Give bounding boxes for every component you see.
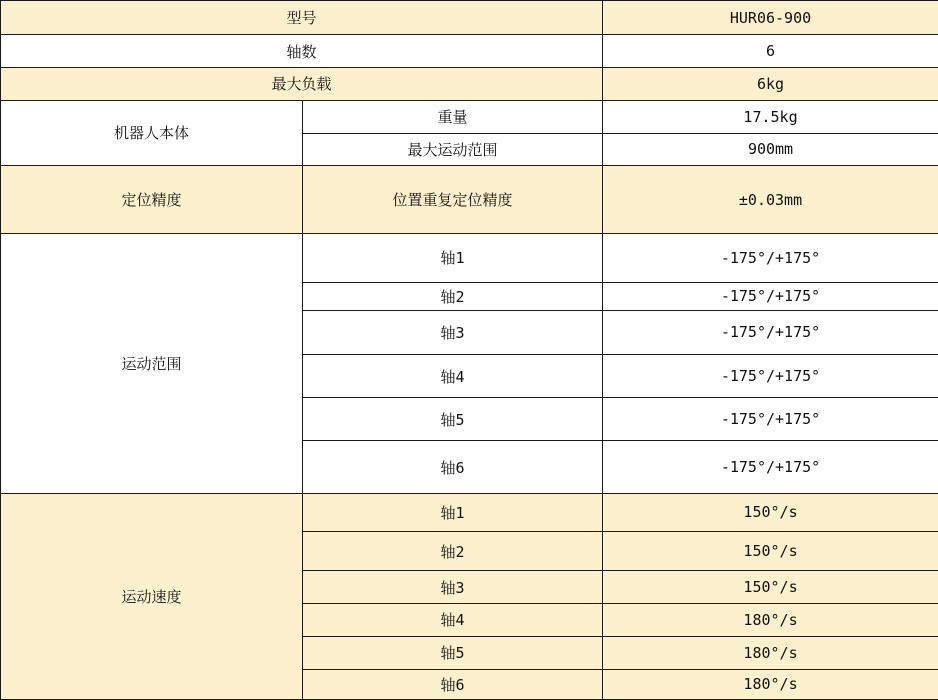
table-row: [1, 165, 938, 233]
speed-axis-label: 轴5: [303, 636, 603, 669]
range-axis-value: -175°/+175°: [603, 398, 938, 441]
speed-axis-value: 150°/s: [603, 493, 938, 531]
payload-label: 最大负载: [1, 68, 603, 100]
repeatability-label: 位置重复定位精度: [303, 165, 603, 233]
model-label: 型号: [1, 1, 603, 35]
weight-label: 重量: [303, 100, 603, 133]
repeatability-value: ±0.03mm: [603, 165, 938, 233]
range-axis-label: 轴1: [303, 234, 603, 282]
range-axis-value: -175°/+175°: [603, 282, 938, 310]
speed-axis-label: 轴1: [303, 493, 603, 531]
speed-axis-value: 180°/s: [603, 669, 938, 699]
speed-axis-label: 轴2: [303, 531, 603, 570]
table-row: [1, 1, 938, 35]
weight-value: 17.5kg: [603, 100, 938, 133]
table-row: [1, 100, 938, 133]
motion-range-label: 运动范围: [1, 234, 303, 493]
table-row: [1, 35, 938, 68]
speed-axis-value: 180°/s: [603, 636, 938, 669]
speed-axis-label: 轴4: [303, 604, 603, 636]
robot-body-label: 机器人本体: [1, 100, 303, 165]
table-row: [1, 68, 938, 100]
speed-axis-label: 轴6: [303, 669, 603, 699]
range-axis-label: 轴6: [303, 441, 603, 493]
range-axis-label: 轴4: [303, 354, 603, 397]
range-axis-value: -175°/+175°: [603, 441, 938, 493]
range-axis-label: 轴5: [303, 398, 603, 441]
speed-axis-value: 180°/s: [603, 604, 938, 636]
reach-value: 900mm: [603, 133, 938, 165]
axes-label: 轴数: [1, 35, 603, 68]
positioning-label: 定位精度: [1, 165, 303, 233]
speed-axis-value: 150°/s: [603, 571, 938, 604]
payload-value: 6kg: [603, 68, 938, 100]
range-axis-value: -175°/+175°: [603, 354, 938, 397]
reach-label: 最大运动范围: [303, 133, 603, 165]
range-axis-value: -175°/+175°: [603, 310, 938, 354]
range-axis-value: -175°/+175°: [603, 234, 938, 282]
speed-axis-label: 轴3: [303, 571, 603, 604]
motion-speed-label: 运动速度: [1, 493, 303, 699]
speed-axis-value: 150°/s: [603, 531, 938, 570]
range-axis-label: 轴3: [303, 310, 603, 354]
model-value: HUR06-900: [603, 1, 938, 35]
range-axis-label: 轴2: [303, 282, 603, 310]
table-row: [1, 493, 938, 531]
table-row: [1, 234, 938, 282]
axes-value: 6: [603, 35, 938, 68]
